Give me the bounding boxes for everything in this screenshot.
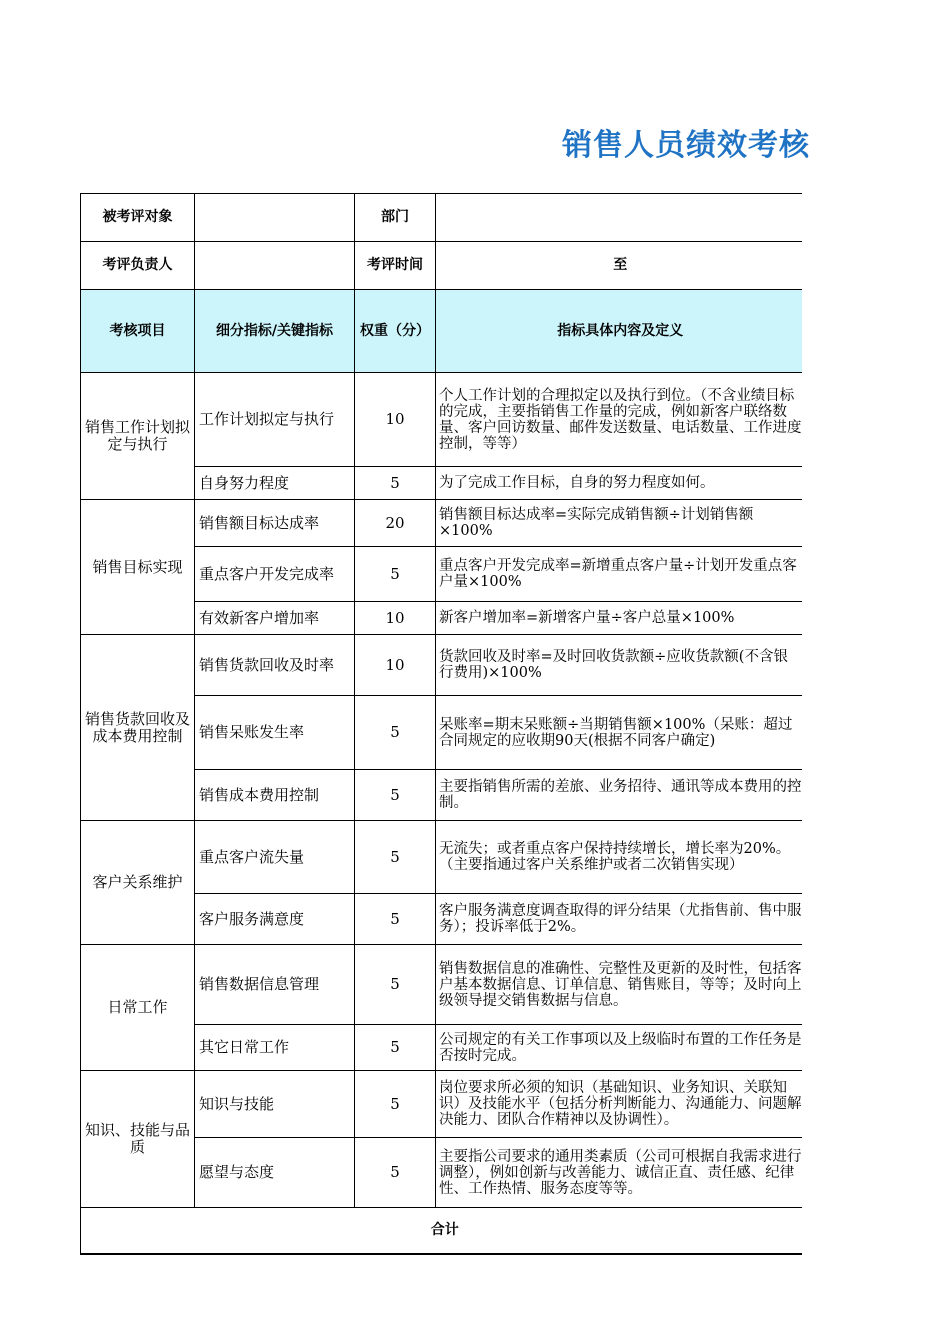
header-indicator: 细分指标/关键指标	[195, 290, 355, 373]
indicator-cell: 销售呆账发生率	[195, 696, 355, 770]
time-label: 考评时间	[355, 242, 436, 290]
indicator-cell: 重点客户开发完成率	[195, 547, 355, 602]
indicator-cell: 重点客户流失量	[195, 821, 355, 894]
definition-cell: 客户服务满意度调查取得的评分结果（尤指售前、售中服务）；投诉率低于2%。	[436, 894, 803, 945]
subject-value[interactable]	[195, 194, 355, 242]
indicator-cell: 销售额目标达成率	[195, 500, 355, 547]
weight-cell[interactable]: 10	[355, 602, 436, 635]
table-row	[81, 373, 803, 467]
weight-cell[interactable]: 5	[355, 770, 436, 821]
definition-cell: 无流失；或者重点客户保持持续增长，增长率为20%。（主要指通过客户关系维护或者二次销售实现）	[436, 821, 803, 894]
indicator-cell: 客户服务满意度	[195, 894, 355, 945]
weight-cell[interactable]: 5	[355, 894, 436, 945]
definition-cell: 呆账率=期末呆账额÷当期销售额×100%（呆账：超过合同规定的应收期90天(根据不同客户确定)	[436, 696, 803, 770]
indicator-cell: 销售货款回收及时率	[195, 635, 355, 696]
table-row	[81, 821, 803, 894]
weight-cell[interactable]: 5	[355, 696, 436, 770]
category-cell: 销售目标实现	[81, 500, 195, 635]
indicator-cell: 销售数据信息管理	[195, 945, 355, 1025]
indicator-cell: 愿望与态度	[195, 1138, 355, 1208]
header-weight: 权重（分）	[355, 290, 436, 373]
definition-cell: 为了完成工作目标，自身的努力程度如何。	[436, 467, 803, 500]
table-row	[81, 1071, 803, 1138]
weight-cell[interactable]: 5	[355, 467, 436, 500]
weight-cell[interactable]: 5	[355, 1138, 436, 1208]
definition-cell: 销售额目标达成率=实际完成销售额÷计划销售额×100%	[436, 500, 803, 547]
definition-cell: 销售数据信息的准确性、完整性及更新的及时性，包括客户基本数据信息、订单信息、销售账目，等等；及时向上级领导提交销售数据与信息。	[436, 945, 803, 1025]
assessment-sheet	[80, 193, 802, 1255]
category-cell: 销售货款回收及成本费用控制	[81, 635, 195, 821]
total-label: 合计	[81, 1208, 803, 1254]
category-cell: 客户关系维护	[81, 821, 195, 945]
table-row	[81, 635, 803, 696]
weight-cell[interactable]: 5	[355, 945, 436, 1025]
subject-label: 被考评对象	[81, 194, 195, 242]
definition-cell: 货款回收及时率=及时回收货款额÷应收货款额(不含银行费用)×100%	[436, 635, 803, 696]
indicator-cell: 有效新客户增加率	[195, 602, 355, 635]
definition-cell: 个人工作计划的合理拟定以及执行到位。（不含业绩目标的完成，主要指销售工作量的完成，例如新客户联络数量、客户回访数量、邮件发送数量、电话数量、工作进度控制，等等）	[436, 373, 803, 467]
definition-cell: 岗位要求所必须的知识（基础知识、业务知识、关联知识）及技能水平（包括分析判断能力、沟通能力、问题解决能力、团队合作精神以及协调性）。	[436, 1071, 803, 1138]
header-row	[81, 290, 803, 373]
indicator-cell: 知识与技能	[195, 1071, 355, 1138]
info-row-reviewer	[81, 242, 803, 290]
category-cell: 销售工作计划拟定与执行	[81, 373, 195, 500]
indicator-cell: 销售成本费用控制	[195, 770, 355, 821]
weight-cell[interactable]: 5	[355, 1071, 436, 1138]
table-row	[81, 500, 803, 547]
indicator-cell: 自身努力程度	[195, 467, 355, 500]
definition-cell: 主要指销售所需的差旅、业务招待、通讯等成本费用的控制。	[436, 770, 803, 821]
category-cell: 知识、技能与品质	[81, 1071, 195, 1208]
weight-cell[interactable]: 5	[355, 547, 436, 602]
weight-cell[interactable]: 10	[355, 373, 436, 467]
indicator-cell: 工作计划拟定与执行	[195, 373, 355, 467]
page-title: 销售人员绩效考核	[562, 128, 810, 163]
dept-label: 部门	[355, 194, 436, 242]
weight-cell[interactable]: 20	[355, 500, 436, 547]
header-definition: 指标具体内容及定义	[436, 290, 803, 373]
header-category: 考核项目	[81, 290, 195, 373]
assessment-table	[80, 193, 802, 1254]
bottom-rule	[80, 1254, 802, 1255]
definition-cell: 公司规定的有关工作事项以及上级临时布置的工作任务是否按时完成。	[436, 1025, 803, 1071]
category-cell: 日常工作	[81, 945, 195, 1071]
dept-value[interactable]	[436, 194, 803, 242]
weight-cell[interactable]: 5	[355, 821, 436, 894]
total-row	[81, 1208, 803, 1254]
definition-cell: 重点客户开发完成率=新增重点客户量÷计划开发重点客户量×100%	[436, 547, 803, 602]
info-row-subject	[81, 194, 803, 242]
weight-cell[interactable]: 10	[355, 635, 436, 696]
reviewer-label: 考评负责人	[81, 242, 195, 290]
reviewer-value[interactable]	[195, 242, 355, 290]
indicator-cell: 其它日常工作	[195, 1025, 355, 1071]
table-row	[81, 945, 803, 1025]
time-value[interactable]: 至	[436, 242, 803, 290]
weight-cell[interactable]: 5	[355, 1025, 436, 1071]
definition-cell: 新客户增加率=新增客户量÷客户总量×100%	[436, 602, 803, 635]
definition-cell: 主要指公司要求的通用类素质（公司可根据自我需求进行调整），例如创新与改善能力、诚信正直、责任感、纪律性、工作热情、服务态度等等。	[436, 1138, 803, 1208]
